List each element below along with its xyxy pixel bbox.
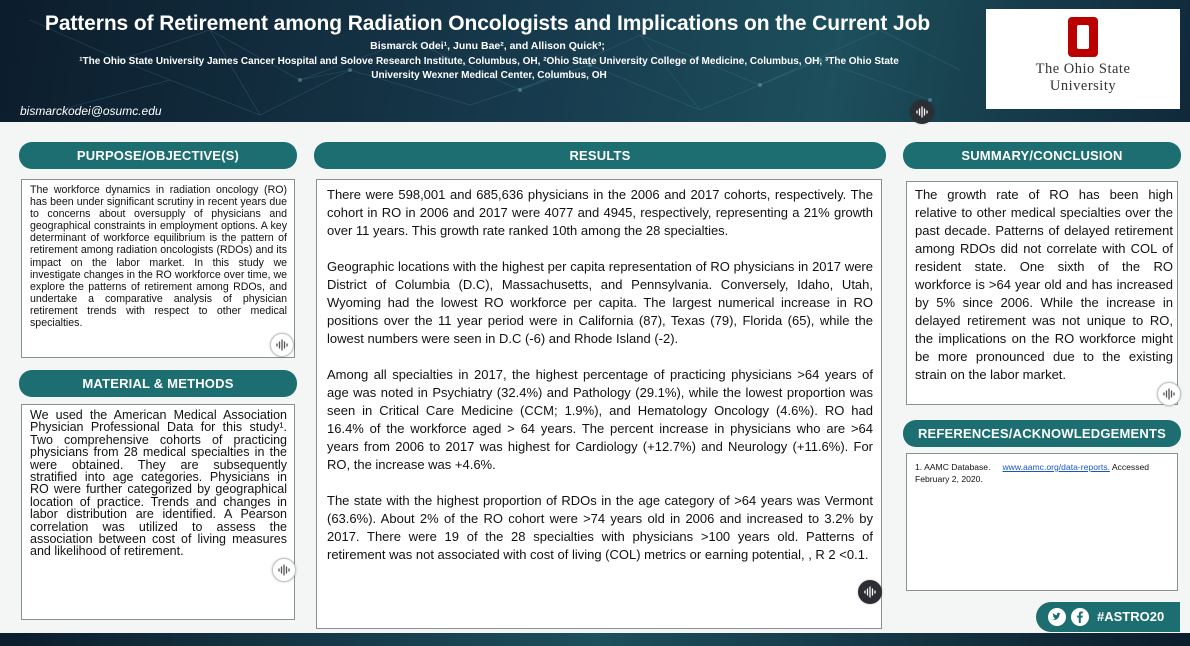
audio-wave-icon: [277, 563, 291, 577]
twitter-icon[interactable]: [1048, 608, 1066, 626]
hashtag-label: #ASTRO20: [1097, 609, 1165, 624]
results-paragraph-4: The state with the highest proportion of RDOs in the age category of >64 years was Vermont (63.6%). About 2% of the RO cohort were >74 years old in 2006 and increased to 3.2% by 2017. There were 19 of the 28 specialties with physicians >100 years old. Patterns of retirement was not associated with cost of living (COL) metrics or earning potential, , R 2 <0.1.: [327, 493, 873, 562]
block-o-icon: [1068, 17, 1098, 57]
results-paragraph-2: Geographic locations with the highest per capita representation of RO physicians in 2017 were District of Columbia (D.C), Massachusetts, and Pennsylvania. Conversely, Idaho, Utah, Wyoming had the lowest RO workforce per capita. The largest numerical increase in RO positions over the 11 year period were in California (87), Texas (79), Florida (65), while the lowest numbers were seen in D.C (-6) and Rhode Island (-2).: [327, 259, 873, 346]
results-paragraph-3: Among all specialties in 2017, the highest percentage of practicing physicians >64 years of age was noted in Psychiatry (32.4%) and Pathology (29.1%), while the lowest proportion was seen in Critical Care Medicine (CCM; 1.9%), and Hematology Oncology (4.6%). RO had 16.4% of the workforce aged > 64 years. The percent increase in physicians who are >64 years from 2006 to 2017 was highest for Cardiology (+12.7%) and Neurology (+11.6%). For RO, the increase was +4.6%.: [327, 367, 873, 472]
audio-play-button-summary[interactable]: [1157, 382, 1181, 406]
affiliations-line-2: University Wexner Medical Center, Columbus, OH: [371, 70, 607, 81]
poster-affiliations: [14, 55, 964, 83]
audio-wave-icon: [1162, 387, 1176, 401]
audio-play-button-header[interactable]: [910, 100, 934, 124]
references-heading: REFERENCES/ACKNOWLEDGEMENTS: [903, 420, 1181, 447]
audio-play-button-purpose[interactable]: [270, 333, 294, 357]
twitter-bird-glyph: [1048, 608, 1066, 626]
facebook-f-glyph: [1071, 608, 1089, 626]
author-email: bismarckodei@osumc.edu: [20, 104, 162, 118]
reference-1: [915, 461, 1180, 485]
purpose-heading: PURPOSE/OBJECTIVE(S): [19, 142, 297, 169]
summary-text: The growth rate of RO has been high relative to other medical specialties over the past decade. Patterns of delayed retirement among RDOs did not correlate with COL of resident state. One sixth of the RO workforce is >64 year old and has increased by 5% since 2006. While the increase in delayed retirement was not unique to RO, the implications on the RO workforce might be more pronounced due to the existing strain on the labor market.: [915, 187, 1173, 382]
affiliations-line-1: ¹The Ohio State University James Cancer Hospital and Solove Research Institute, Columbus, OH, ²Ohio State University College of Medicine, Columbus, OH, ³The Ohio State: [79, 56, 899, 67]
reference-1-suffix: Accessed February 2, 2020.: [915, 462, 1150, 484]
methods-box: [21, 404, 295, 620]
audio-wave-icon: [863, 585, 877, 599]
purpose-box: [21, 179, 295, 358]
audio-wave-icon: [275, 338, 289, 352]
reference-1-prefix: 1. AAMC Database.: [915, 462, 991, 472]
purpose-text: The workforce dynamics in radiation oncology (RO) has been under significant scrutiny in recent years due to concerns about oversupply of physicians and geographical constraints in employment options. A key determinant of workforce equilibrium is the pattern of retirement among radiation oncologists (RDOs) and its impact on the labor market. In this study we investigate changes in the RO workforce over time, we explore the patterns of retirement among RDOs, and undertake a comparative analysis of physician retirement trends with respect to other medical specialties.: [30, 184, 287, 330]
results-heading: RESULTS: [314, 142, 886, 169]
osu-wordmark-line-1: The Ohio State: [1035, 61, 1131, 77]
results-text: [327, 186, 873, 582]
osu-logo: [986, 9, 1180, 109]
results-paragraph-1: There were 598,001 and 685,636 physicians in the 2006 and 2017 cohorts, respectively. The cohort in RO in 2006 and 2017 were 4077 and 4945, respectively, representing a 21% growth over 11 years. This growth rate ranked 10th among the 28 specialties.: [327, 187, 873, 238]
facebook-icon[interactable]: [1071, 608, 1089, 626]
reference-1-link[interactable]: www.aamc.org/data-reports.: [1002, 462, 1110, 472]
osu-wordmark: [986, 61, 1180, 95]
methods-text: We used the American Medical Association Physician Professional Data for this study¹. Two comprehensive cohorts of practicing physicians from 28 medical specialties in the were obtained. They are subsequently stratified into age categories. Physicians in RO were further categorized by geographical location of practice. Trends and changes in labor distribution are identified. A Pearson correlation was utilized to assess the association between cost of living measures and likelihood of retirement.: [30, 408, 287, 559]
summary-heading: SUMMARY/CONCLUSION: [903, 142, 1181, 169]
summary-box: [906, 181, 1178, 405]
results-box: [316, 179, 882, 629]
astro-hashtag-banner: [1036, 602, 1180, 632]
audio-play-button-methods[interactable]: [272, 558, 296, 582]
methods-heading: MATERIAL & METHODS: [19, 370, 297, 397]
footer-bar: [0, 633, 1190, 646]
poster-title: Patterns of Retirement among Radiation Oncologists and Implications on the Current Job: [44, 12, 931, 35]
audio-wave-icon: [915, 105, 929, 119]
osu-wordmark-line-2: University: [1049, 78, 1117, 94]
references-box: [906, 453, 1178, 591]
poster-authors: Bismarck Odei¹, Junu Bae², and Allison Quick³;: [370, 40, 605, 52]
audio-play-button-results[interactable]: [858, 580, 882, 604]
